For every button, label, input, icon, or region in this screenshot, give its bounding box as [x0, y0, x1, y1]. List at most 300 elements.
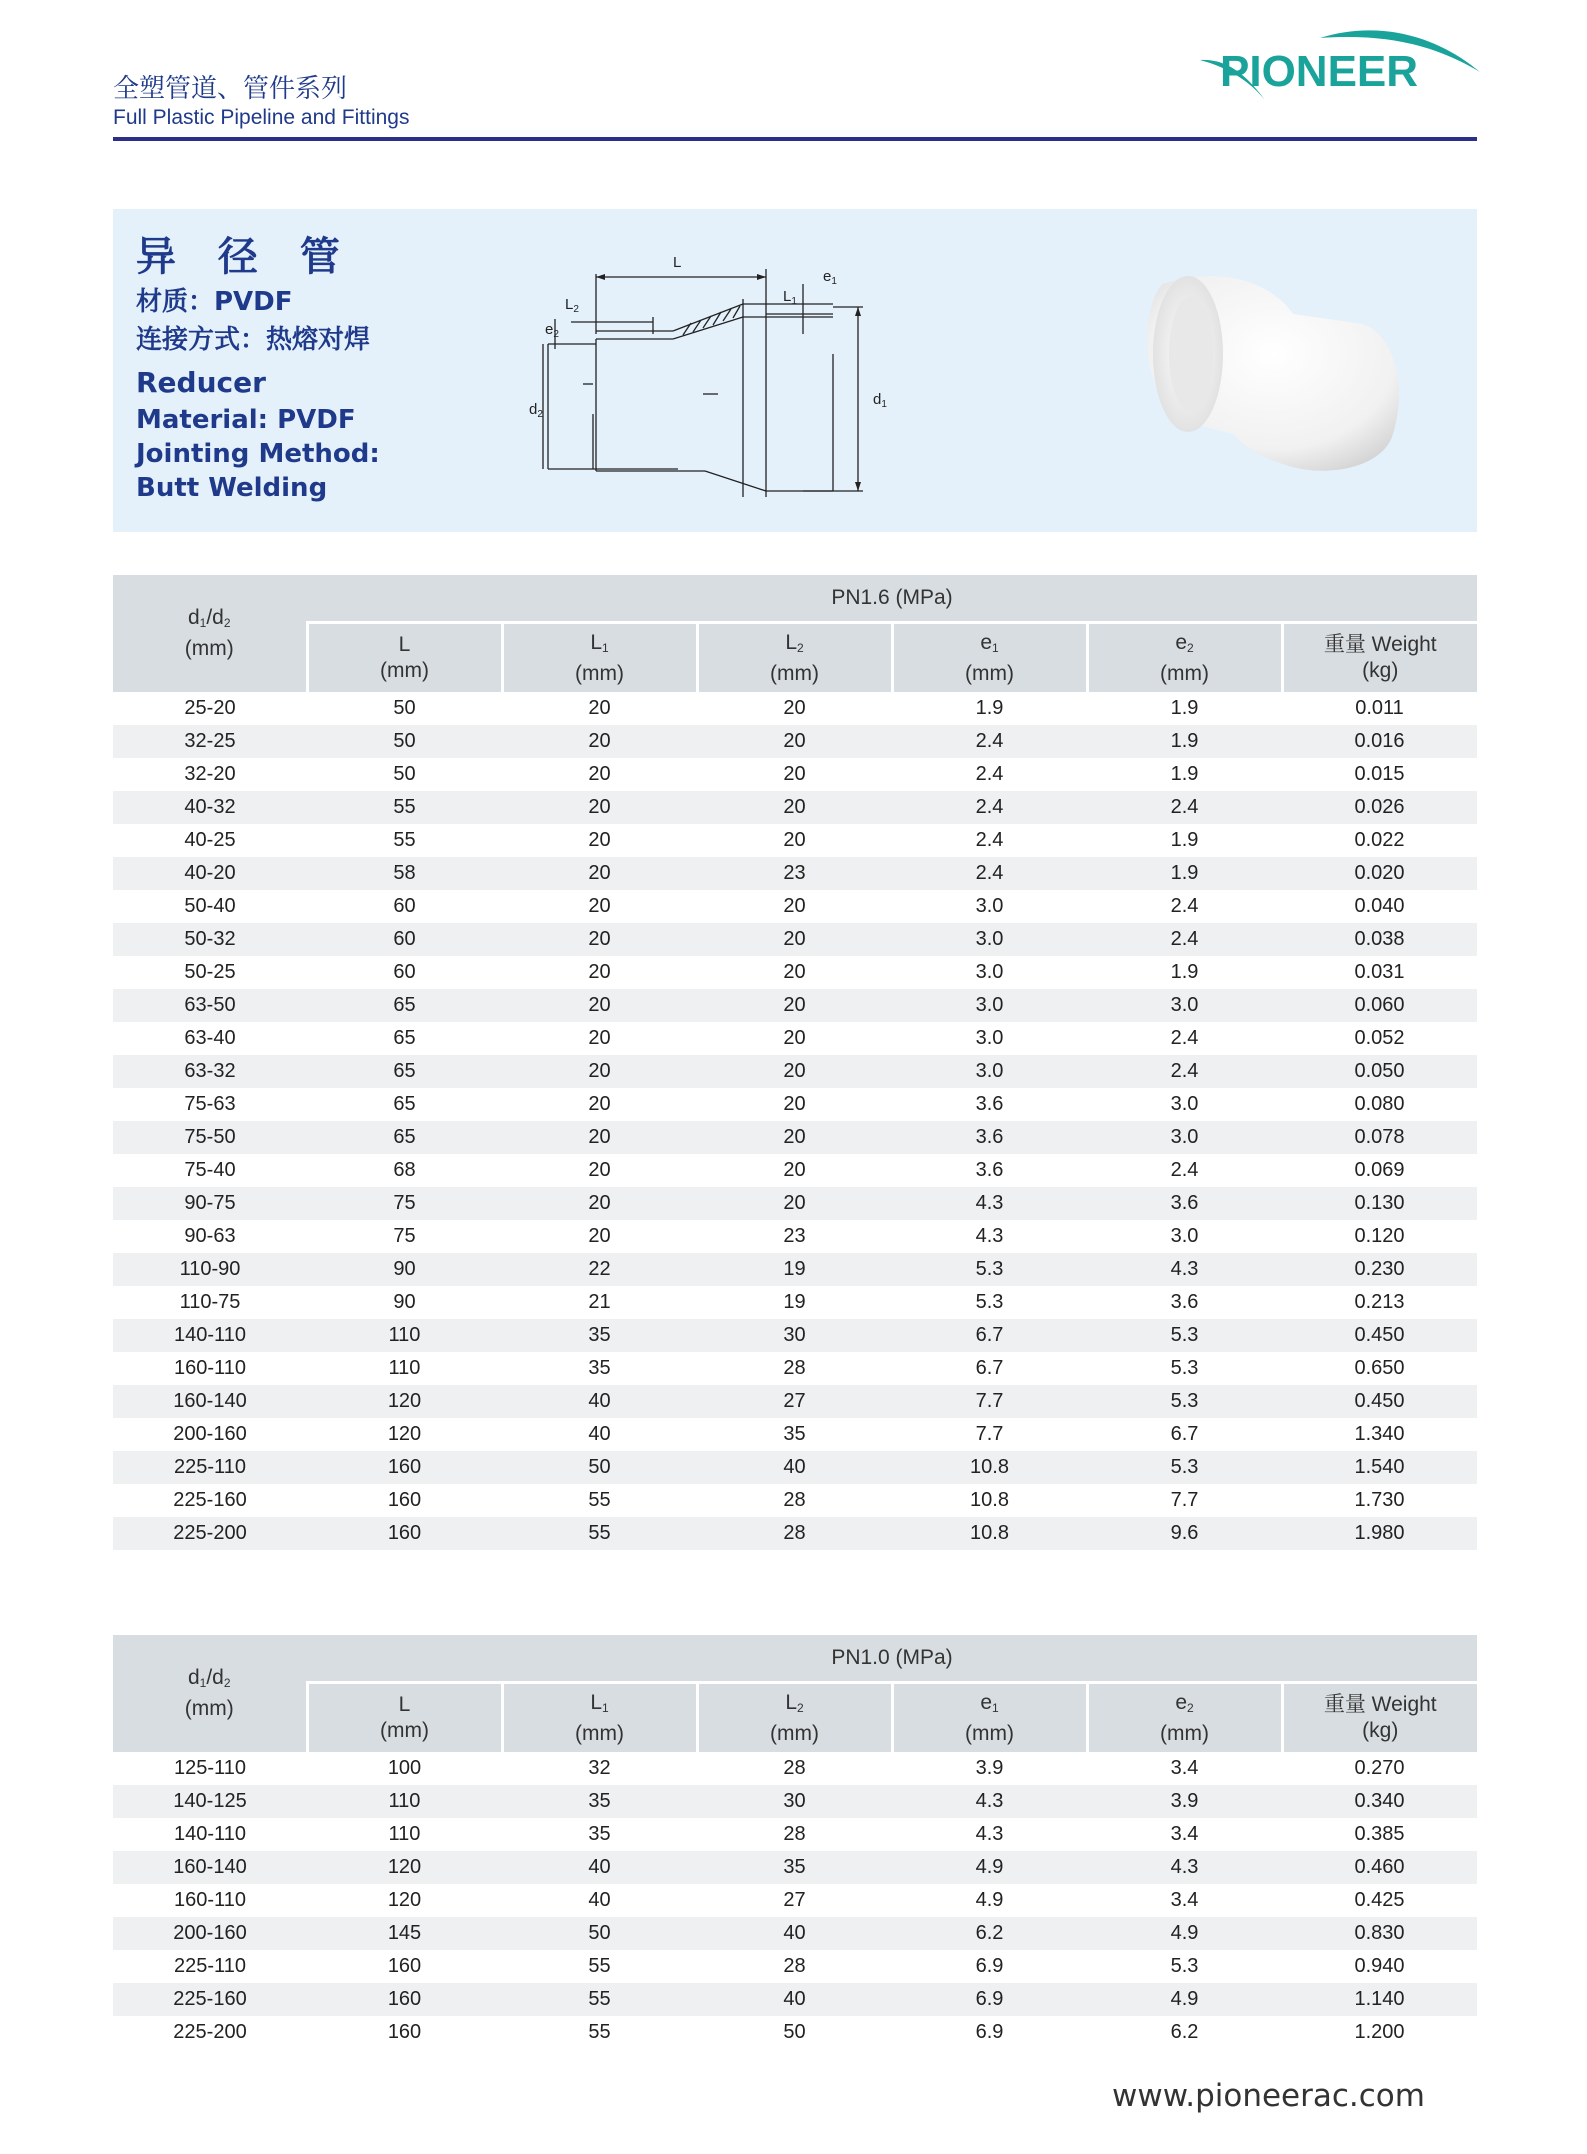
cell-e2: 1.9: [1087, 725, 1282, 758]
cell-L: 160: [307, 1451, 502, 1484]
cell-e1: 7.7: [975, 1423, 1004, 1445]
cell-L2: 20: [697, 1187, 892, 1220]
cell-e1: 4.3: [892, 1785, 1087, 1818]
diagram-label-e1-subscript: 1: [831, 276, 837, 287]
cell-L2: 28: [783, 1357, 806, 1379]
cell-e2: 3.4: [1170, 1757, 1199, 1779]
cell-L2: 19: [697, 1253, 892, 1286]
table-row: [113, 1484, 1477, 1517]
table-row: [113, 1187, 1477, 1220]
table-row: [113, 1253, 1477, 1286]
table-row: [113, 1818, 1477, 1851]
cell-L2: 19: [783, 1291, 806, 1313]
cell-L: 65: [307, 989, 502, 1022]
cell-weight: 0.340: [1282, 1785, 1477, 1818]
cell-L1: 55: [502, 1517, 697, 1550]
cell-e2: 3.0: [1087, 1121, 1282, 1154]
col-header-e2: $e_2$ (mm): [1087, 623, 1282, 693]
cell-L: 120: [387, 1889, 422, 1911]
col-header-weight: 重量 Weight (kg): [1282, 1683, 1477, 1753]
cell-e1: 4.3: [975, 1823, 1004, 1845]
cell-e2: 3.6: [1170, 1291, 1199, 1313]
cell-L2: 23: [783, 1225, 806, 1247]
cell-L1: 50: [502, 1917, 697, 1950]
product-en-joint-value: Butt Welding: [136, 473, 328, 503]
cell-L2: 35: [697, 1851, 892, 1884]
cell-e1: 3.0: [975, 1027, 1004, 1049]
cell-e2: 5.3: [1170, 1357, 1199, 1379]
cell-L: 110: [388, 1823, 421, 1845]
cell-L2: 27: [783, 1889, 806, 1911]
cell-e1: 3.0: [975, 961, 1004, 983]
cell-L1: 20: [588, 1159, 611, 1181]
cell-L: 50: [393, 697, 416, 719]
cell-weight: 0.020: [1282, 857, 1477, 890]
cell-L2: 20: [783, 1093, 806, 1115]
product-en-joint-label: Jointing Method:: [136, 439, 380, 469]
cell-e1: 3.6: [892, 1121, 1087, 1154]
cell-L: 55: [393, 829, 416, 851]
cell-size: 110-75: [179, 1291, 241, 1313]
table-row: [113, 890, 1477, 923]
cell-size: 40-25: [184, 829, 236, 851]
diagram-label-d1-subscript: 1: [881, 399, 887, 410]
cell-L1: 55: [588, 2021, 611, 2043]
cell-e2: 2.4: [1170, 1027, 1199, 1049]
cell-size: 25-20: [184, 697, 236, 719]
table-row: [113, 1950, 1477, 1983]
cell-L1: 32: [588, 1757, 611, 1779]
cell-L2: 23: [697, 857, 892, 890]
cell-L: 110: [307, 1785, 502, 1818]
cell-e2: 1.9: [1087, 857, 1282, 890]
cell-L: 75: [393, 1225, 416, 1247]
table-row: [113, 1517, 1477, 1550]
cell-L1: 20: [502, 1187, 697, 1220]
cell-e1: 6.2: [892, 1917, 1087, 1950]
cell-weight: 0.026: [1282, 791, 1477, 824]
cell-L1: 20: [502, 791, 697, 824]
cell-weight: 0.460: [1282, 1851, 1477, 1884]
cell-weight: 0.940: [1354, 1955, 1405, 1977]
diagram-label-e2-subscript: 2: [553, 329, 559, 340]
cell-size: 50-32: [113, 923, 307, 956]
cell-weight: 0.830: [1282, 1917, 1477, 1950]
table-row: [113, 791, 1477, 824]
cell-e2: 7.7: [1170, 1489, 1199, 1511]
spec-table-pn10-body: [113, 1752, 1477, 2049]
cell-size: 32-25: [113, 725, 307, 758]
cell-weight: 1.980: [1282, 1517, 1477, 1550]
cell-L1: 20: [588, 1225, 611, 1247]
cell-size: 200-160: [173, 1423, 247, 1445]
cell-weight: 0.650: [1354, 1357, 1405, 1379]
cell-size: 140-110: [174, 1823, 246, 1845]
header-divider: [113, 137, 1477, 141]
cell-L2: 20: [783, 1159, 806, 1181]
cell-e2: 2.4: [1087, 791, 1282, 824]
table-row: [113, 1785, 1477, 1818]
cell-weight: 0.060: [1282, 989, 1477, 1022]
cell-weight: 0.038: [1282, 923, 1477, 956]
table-row: [113, 1385, 1477, 1418]
cell-weight: 0.213: [1354, 1291, 1405, 1313]
cell-L2: 20: [697, 989, 892, 1022]
col-header-size: $d_1/d_2$ (mm): [113, 575, 307, 692]
cell-weight: 0.270: [1354, 1757, 1405, 1779]
cell-size: 90-75: [113, 1187, 307, 1220]
cell-L1: 20: [502, 1055, 697, 1088]
cell-L1: 20: [588, 829, 611, 851]
cell-L2: 30: [697, 1319, 892, 1352]
cell-e2: 2.4: [1170, 1159, 1199, 1181]
cell-weight: 0.022: [1354, 829, 1405, 851]
cell-e1: 10.8: [892, 1517, 1087, 1550]
cell-L2: 20: [697, 725, 892, 758]
col-header-L1: $L_1$ (mm): [502, 623, 697, 693]
cell-e1: 5.3: [975, 1291, 1004, 1313]
cell-L: 65: [393, 1093, 416, 1115]
cell-e2: 3.4: [1170, 1889, 1199, 1911]
cell-L2: 28: [783, 1955, 806, 1977]
cell-L1: 35: [502, 1319, 697, 1352]
cell-L2: 35: [783, 1423, 806, 1445]
cell-size: 75-63: [184, 1093, 236, 1115]
cell-weight: 1.140: [1282, 1983, 1477, 2016]
cell-L2: 20: [697, 791, 892, 824]
cell-size: 200-160: [113, 1917, 307, 1950]
spec-table-pn16-body: [113, 692, 1477, 1550]
cell-L1: 35: [502, 1785, 697, 1818]
cell-L2: 40: [697, 1983, 892, 2016]
header-en-title: Full Plastic Pipeline and Fittings: [113, 106, 410, 129]
cell-L: 90: [393, 1291, 416, 1313]
cell-L1: 55: [588, 1955, 611, 1977]
cell-size: 63-32: [113, 1055, 307, 1088]
cell-L: 160: [387, 2021, 422, 2043]
cell-e1: 4.9: [975, 1889, 1004, 1911]
table-row: [113, 758, 1477, 791]
cell-e2: 3.0: [1170, 1225, 1199, 1247]
cell-L: 65: [307, 1055, 502, 1088]
cell-weight: 1.340: [1354, 1423, 1405, 1445]
cell-size: 225-160: [113, 1983, 307, 2016]
spec-table-pn16: [113, 575, 1477, 1550]
cell-weight: 0.011: [1355, 697, 1404, 719]
cell-L: 50: [307, 725, 502, 758]
diagram-label-L1-subscript: 1: [791, 296, 797, 307]
cell-L2: 28: [783, 1489, 806, 1511]
cell-L1: 40: [502, 1385, 697, 1418]
col-header-e1: $e_1$ (mm): [892, 1683, 1087, 1753]
cell-L: 65: [307, 1121, 502, 1154]
cell-size: 225-200: [173, 2021, 247, 2043]
table-row: [113, 1884, 1477, 1917]
cell-e2: 3.6: [1087, 1187, 1282, 1220]
cell-e2: 3.0: [1087, 989, 1282, 1022]
cell-size: 160-110: [174, 1357, 246, 1379]
cell-L2: 40: [697, 1917, 892, 1950]
cell-e2: 1.9: [1170, 961, 1199, 983]
cell-L2: 20: [783, 697, 806, 719]
cell-L1: 20: [588, 1027, 611, 1049]
cell-e1: 3.0: [892, 923, 1087, 956]
table-row: [113, 1352, 1477, 1385]
cell-L: 160: [387, 1955, 422, 1977]
cell-L: 120: [307, 1851, 502, 1884]
cell-e1: 3.6: [975, 1093, 1004, 1115]
table-row: [113, 725, 1477, 758]
table-row: [113, 2016, 1477, 2049]
table-row: [113, 1319, 1477, 1352]
cell-e1: 3.9: [975, 1757, 1004, 1779]
cell-L1: 50: [502, 1451, 697, 1484]
table-row: [113, 1121, 1477, 1154]
cell-e1: 4.9: [892, 1851, 1087, 1884]
col-header-L2: $L_2$ (mm): [697, 1683, 892, 1753]
cell-L2: 20: [783, 1027, 806, 1049]
cell-L: 75: [307, 1187, 502, 1220]
cell-L: 110: [307, 1319, 502, 1352]
cell-L1: 20: [502, 725, 697, 758]
cell-L2: 20: [783, 763, 806, 785]
cell-L1: 20: [588, 697, 611, 719]
cell-weight: 0.080: [1354, 1093, 1405, 1115]
cell-e2: 1.9: [1170, 697, 1199, 719]
cell-weight: 1.730: [1354, 1489, 1405, 1511]
cell-size: 63-50: [113, 989, 307, 1022]
table-row: [113, 1055, 1477, 1088]
cell-e1: 2.4: [975, 763, 1004, 785]
cell-e2: 4.3: [1087, 1851, 1282, 1884]
cell-L: 60: [307, 923, 502, 956]
cell-weight: 0.031: [1354, 961, 1405, 983]
cell-e2: 4.9: [1087, 1917, 1282, 1950]
cell-size: 125-110: [174, 1757, 246, 1779]
cell-size: 160-140: [113, 1851, 307, 1884]
cell-e1: 6.9: [975, 1955, 1004, 1977]
cell-size: 50-25: [184, 961, 236, 983]
diagram-label-e2: $e_2$: [545, 321, 559, 340]
diagram-label-d1: $d_1$: [873, 391, 887, 410]
cell-e1: 6.7: [892, 1319, 1087, 1352]
table-row: [113, 1752, 1477, 1785]
col-header-L2: $L_2$ (mm): [697, 623, 892, 693]
cell-e2: 3.9: [1087, 1785, 1282, 1818]
product-description: [136, 231, 380, 505]
cell-L: 58: [307, 857, 502, 890]
cell-e1: 5.3: [892, 1253, 1087, 1286]
table-row: [113, 1088, 1477, 1121]
cell-L: 55: [307, 791, 502, 824]
cell-L: 160: [387, 1489, 422, 1511]
cell-e1: 6.9: [892, 1983, 1087, 2016]
cell-size: 160-140: [113, 1385, 307, 1418]
website-url: www.pioneerac.com: [1112, 2078, 1425, 2114]
table-row: [113, 1022, 1477, 1055]
cell-e2: 4.9: [1087, 1983, 1282, 2016]
reducer-dimension-diagram: [529, 239, 1013, 509]
cell-e2: 1.9: [1170, 829, 1199, 851]
cell-weight: 0.130: [1282, 1187, 1477, 1220]
cell-size: 63-40: [184, 1027, 236, 1049]
diagram-label-L: L: [673, 254, 682, 271]
product-cn-name: 异 径 管: [136, 234, 354, 280]
cell-size: 90-63: [184, 1225, 236, 1247]
table-row: [113, 923, 1477, 956]
diagram-label-L2: $L_2$: [565, 296, 579, 315]
cell-size: 225-200: [113, 1517, 307, 1550]
col-header-e2: $e_2$ (mm): [1087, 1683, 1282, 1753]
cell-e2: 2.4: [1087, 923, 1282, 956]
reducer-photo: [1123, 244, 1423, 484]
cell-L1: 35: [588, 1823, 611, 1845]
table-row: [113, 1451, 1477, 1484]
cell-L: 145: [307, 1917, 502, 1950]
table-row: [113, 1851, 1477, 1884]
table-row: [113, 956, 1477, 989]
product-en-name: Reducer: [136, 366, 266, 399]
cell-L1: 40: [588, 1423, 611, 1445]
cell-size: 140-125: [113, 1785, 307, 1818]
cell-L: 160: [307, 1517, 502, 1550]
pressure-header: PN1.6 (MPa): [307, 575, 1477, 623]
table-row: [113, 989, 1477, 1022]
cell-weight: 1.200: [1354, 2021, 1405, 2043]
cell-L1: 20: [502, 1121, 697, 1154]
cell-L1: 55: [588, 1489, 611, 1511]
col-header-L: L (mm): [307, 1683, 502, 1753]
cell-L1: 40: [502, 1851, 697, 1884]
cell-e1: 6.7: [975, 1357, 1004, 1379]
cell-e1: 10.8: [970, 1489, 1009, 1511]
cell-weight: 0.450: [1282, 1385, 1477, 1418]
pressure-header: PN1.0 (MPa): [307, 1635, 1477, 1683]
cell-e1: 7.7: [892, 1385, 1087, 1418]
col-header-size: $d_1/d_2$ (mm): [113, 1635, 307, 1752]
logo-text: PIONEER: [1220, 47, 1419, 96]
cell-L1: 55: [502, 1983, 697, 2016]
cell-weight: 0.069: [1354, 1159, 1405, 1181]
product-en-material: Material: PVDF: [136, 405, 356, 435]
cell-size: 50-40: [184, 895, 236, 917]
cell-L2: 27: [697, 1385, 892, 1418]
cell-L: 120: [307, 1385, 502, 1418]
cell-e1: 2.4: [975, 829, 1004, 851]
cell-e2: 5.3: [1087, 1385, 1282, 1418]
cell-weight: 0.450: [1282, 1319, 1477, 1352]
product-cn-joint: 连接方式：热熔对焊: [136, 325, 371, 355]
cell-L: 60: [393, 895, 416, 917]
cell-size: 140-110: [113, 1319, 307, 1352]
cell-weight: 0.015: [1354, 763, 1405, 785]
cell-e1: 3.0: [975, 895, 1004, 917]
cell-L1: 20: [502, 989, 697, 1022]
cell-L: 160: [307, 1983, 502, 2016]
cell-e2: 5.3: [1087, 1319, 1282, 1352]
diagram-label-L1: $L_1$: [783, 288, 797, 307]
cell-e2: 2.4: [1170, 895, 1199, 917]
cell-e1: 6.9: [975, 2021, 1004, 2043]
cell-L2: 40: [697, 1451, 892, 1484]
cell-L: 100: [387, 1757, 422, 1779]
col-header-e1: $e_1$ (mm): [892, 623, 1087, 693]
cell-e1: 1.9: [975, 697, 1004, 719]
col-header-L: L (mm): [307, 623, 502, 693]
table-row: [113, 1220, 1477, 1253]
cell-L1: 35: [588, 1357, 611, 1379]
cell-e2: 6.2: [1170, 2021, 1199, 2043]
cell-L2: 50: [783, 2021, 806, 2043]
cell-e1: 2.4: [892, 791, 1087, 824]
table-row: [113, 1286, 1477, 1319]
col-header-weight: 重量 Weight (kg): [1282, 623, 1477, 693]
table-row: [113, 824, 1477, 857]
cell-L2: 20: [697, 1121, 892, 1154]
cell-L2: 20: [697, 1055, 892, 1088]
cell-L: 50: [393, 763, 416, 785]
cell-e2: 6.7: [1170, 1423, 1199, 1445]
product-cn-material: 材质：PVDF: [136, 287, 293, 317]
cell-size: 40-20: [113, 857, 307, 890]
diagram-label-d2: $d_2$: [529, 401, 543, 420]
diagram-label-e1: $e_1$: [823, 268, 837, 287]
cell-L1: 20: [588, 1093, 611, 1115]
cell-weight: 0.050: [1282, 1055, 1477, 1088]
cell-e1: 2.4: [892, 857, 1087, 890]
cell-L2: 20: [783, 961, 806, 983]
product-intro-panel: [113, 209, 1477, 532]
header-cn-title: 全塑管道、管件系列: [113, 74, 348, 104]
cell-L1: 20: [502, 923, 697, 956]
cell-L: 110: [388, 1357, 421, 1379]
cell-e2: 5.3: [1087, 1451, 1282, 1484]
cell-size: 110-90: [113, 1253, 307, 1286]
cell-size: 75-40: [184, 1159, 236, 1181]
cell-e2: 1.9: [1170, 763, 1199, 785]
cell-L2: 30: [697, 1785, 892, 1818]
cell-L: 60: [393, 961, 416, 983]
cell-e1: 3.0: [892, 1055, 1087, 1088]
cell-e1: 10.8: [892, 1451, 1087, 1484]
cell-e1: 2.4: [892, 725, 1087, 758]
cell-size: 32-20: [184, 763, 236, 785]
cell-L1: 21: [588, 1291, 611, 1313]
cell-e2: 5.3: [1170, 1955, 1199, 1977]
cell-size: 225-110: [113, 1451, 307, 1484]
cell-weight: 1.540: [1282, 1451, 1477, 1484]
cell-L1: 20: [588, 961, 611, 983]
cell-L: 68: [393, 1159, 416, 1181]
cell-size: 40-32: [113, 791, 307, 824]
pioneer-logo: [1190, 20, 1490, 110]
table-row: [113, 1983, 1477, 2016]
cell-size: 225-110: [174, 1955, 246, 1977]
cell-L1: 40: [588, 1889, 611, 1911]
cell-weight: 0.385: [1354, 1823, 1405, 1845]
cell-e2: 2.4: [1087, 1055, 1282, 1088]
cell-e2: 4.3: [1087, 1253, 1282, 1286]
cell-L2: 20: [697, 923, 892, 956]
cell-weight: 0.052: [1354, 1027, 1405, 1049]
table-row: [113, 692, 1477, 725]
table-row: [113, 1917, 1477, 1950]
cell-L2: 20: [783, 829, 806, 851]
cell-L2: 28: [783, 1757, 806, 1779]
cell-L2: 28: [783, 1823, 806, 1845]
table-row: [113, 857, 1477, 890]
cell-weight: 0.016: [1282, 725, 1477, 758]
